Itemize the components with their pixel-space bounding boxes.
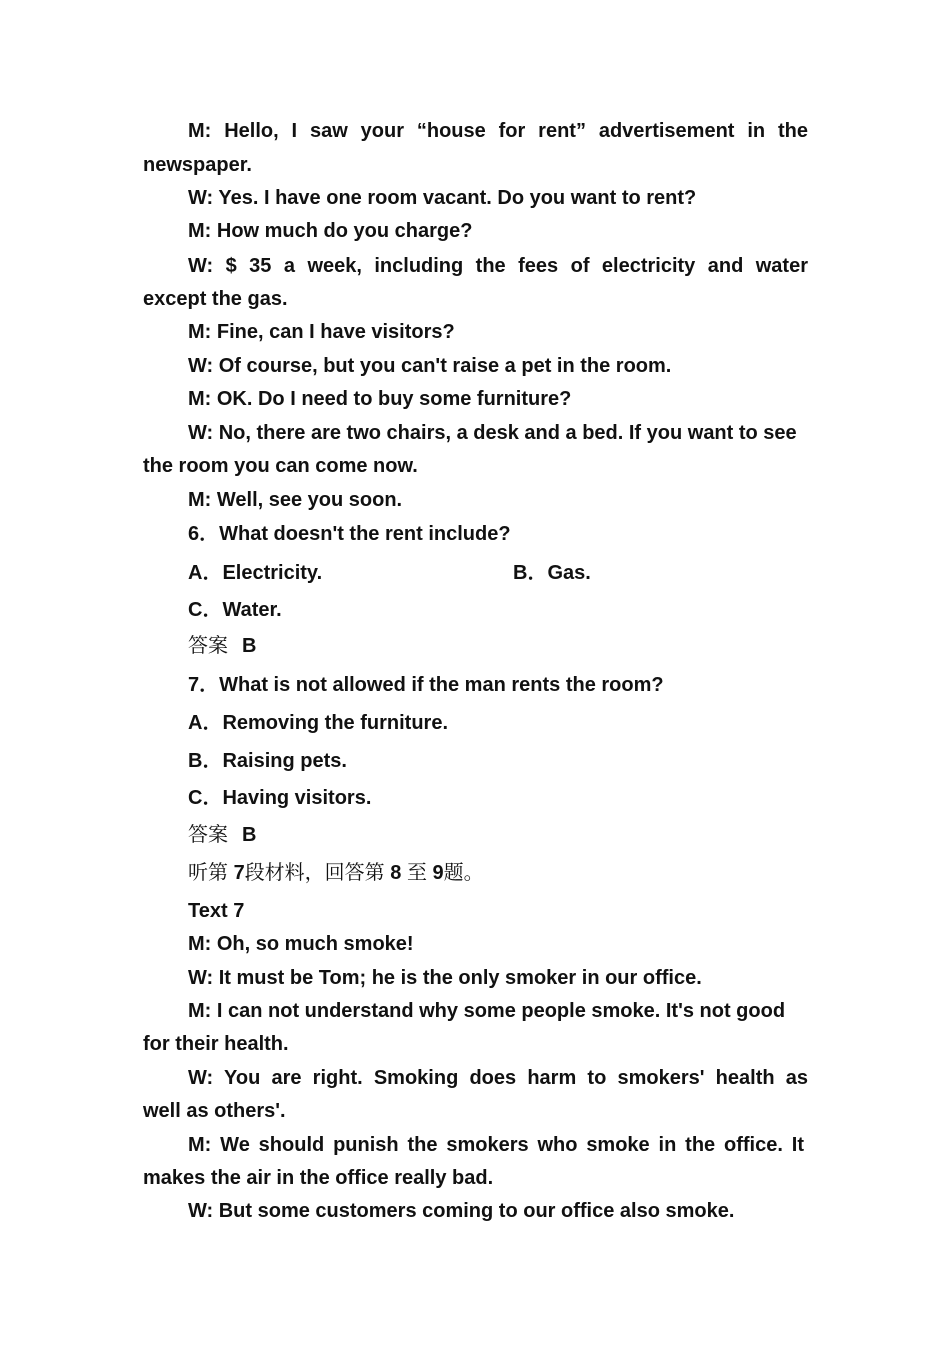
answer-label: 答案 [188,635,228,657]
question-6: 6．What doesn't the rent include? [188,523,511,545]
dialogue-line: M: We should punish the smokers who smoke in the office. It [188,1134,804,1156]
dialogue-line: well as others'. [143,1100,286,1122]
instruction-text: 段材料，回答第 [244,862,385,884]
dialogue-line: M: Oh, so much smoke! [188,933,414,955]
answer-value: B [242,824,257,846]
q7-option-c: C．Having visitors. [188,787,372,809]
instruction-text: 至 [406,862,427,884]
instruction-number: 7 [233,862,245,884]
text-title: Text 7 [188,900,245,922]
dialogue-line: W: But some customers coming to our office also smoke. [188,1200,735,1222]
q6-option-a: A．Electricity. [188,562,323,584]
dialogue-line: except the gas. [143,288,288,310]
instruction-text: 听第 [188,862,228,884]
dialogue-line: the room you can come now. [143,455,418,477]
q7-option-b: B．Raising pets. [188,750,347,772]
instruction-text: 题。 [443,862,484,884]
dialogue-line: W: You are right. Smoking does harm to smokers' health as [188,1067,808,1089]
section-instruction [188,860,808,886]
q6-answer [188,633,808,659]
dialogue-line: M: How much do you charge? [188,220,473,242]
dialogue-line: M: OK. Do I need to buy some furniture? [188,388,572,410]
answer-label: 答案 [188,824,228,846]
q7-option-a: A．Removing the furniture. [188,712,449,734]
dialogue-line: M: Hello, I saw your “house for rent” advertisement in the [188,120,808,142]
dialogue-line: M: Fine, can I have visitors? [188,321,455,343]
dialogue-line: W: Yes. I have one room vacant. Do you want to rent? [188,187,697,209]
dialogue-line: makes the air in the office really bad. [143,1167,494,1189]
answer-value: B [242,635,257,657]
dialogue-line: W: It must be Tom; he is the only smoker in our office. [188,967,702,989]
instruction-number: 9 [432,862,444,884]
instruction-number: 8 [390,862,402,884]
q7-answer [188,822,808,848]
dialogue-line: W: Of course, but you can't raise a pet in the room. [188,355,672,377]
dialogue-line: W: $ 35 a week, including the fees of electricity and water [188,255,808,277]
dialogue-line: for their health. [143,1033,289,1055]
question-7: 7．What is not allowed if the man rents the room? [188,674,664,696]
dialogue-line: W: No, there are two chairs, a desk and a bed. If you want to see [188,422,797,444]
q6-option-c: C．Water. [188,599,282,621]
dialogue-line: M: I can not understand why some people smoke. It's not good [188,1000,786,1022]
dialogue-line: M: Well, see you soon. [188,489,403,511]
q6-option-b: B．Gas. [513,562,591,584]
dialogue-line: newspaper. [143,154,252,176]
